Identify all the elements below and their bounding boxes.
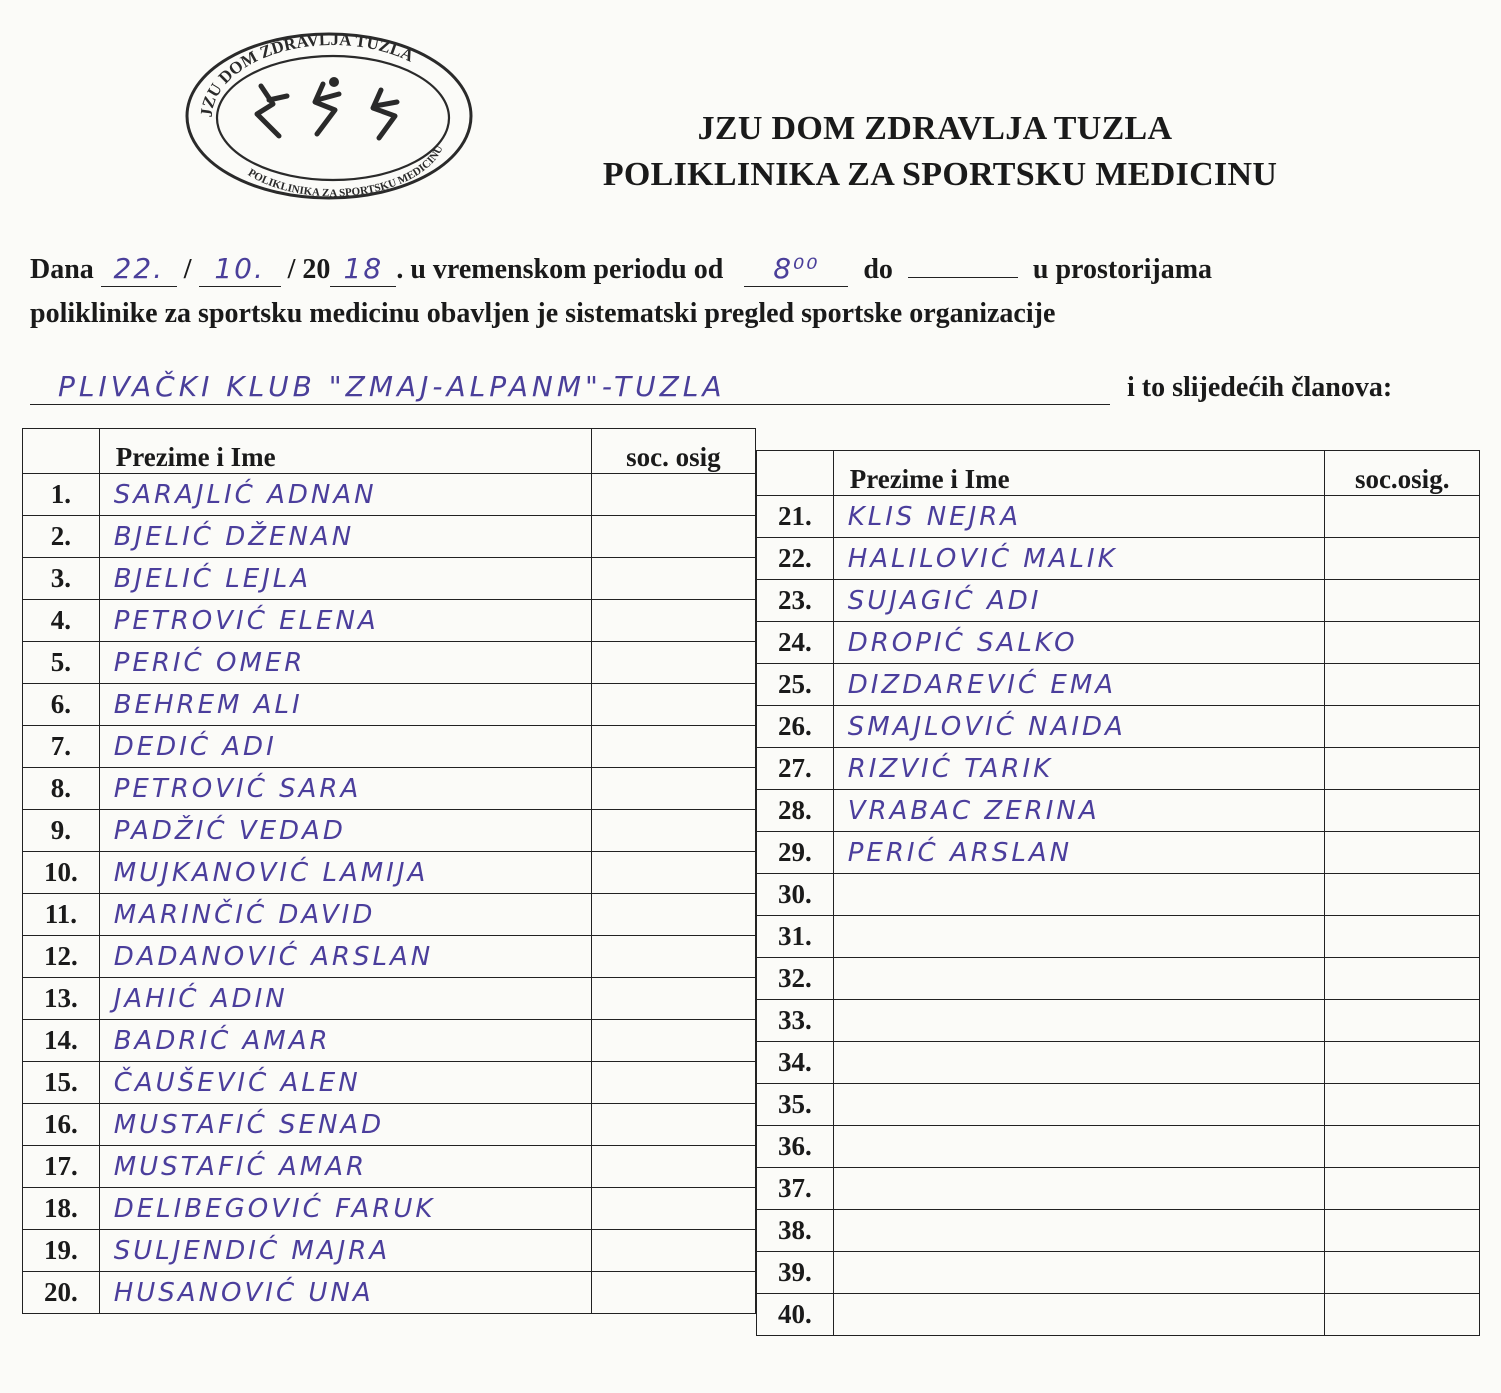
- member-name: BADRIĆ AMAR: [99, 1020, 591, 1062]
- soc-osig-cell: [591, 684, 755, 726]
- table-row: [23, 642, 756, 684]
- row-number: 24.: [757, 622, 834, 664]
- row-number: 13.: [23, 978, 100, 1020]
- member-name: MARINČIĆ DAVID: [99, 894, 591, 936]
- to-label: do: [863, 254, 893, 285]
- soc-osig-cell: [1325, 874, 1480, 916]
- soc-osig-cell: [591, 1146, 755, 1188]
- soc-osig-cell: [591, 852, 755, 894]
- table-row: [23, 474, 756, 516]
- row-number: 40.: [757, 1294, 834, 1336]
- table-row: [23, 726, 756, 768]
- soc-osig-cell: [591, 768, 755, 810]
- row-number: 8.: [23, 768, 100, 810]
- member-name: [833, 874, 1325, 916]
- soc-osig-cell: [591, 1188, 755, 1230]
- row-number: 33.: [757, 1000, 834, 1042]
- document-header: [440, 106, 1440, 198]
- table-row: [757, 706, 1480, 748]
- member-name: DELIBEGOVIĆ FARUK: [99, 1188, 591, 1230]
- table-row: [23, 1104, 756, 1146]
- row-number: 19.: [23, 1230, 100, 1272]
- member-name: DADANOVIĆ ARSLAN: [99, 936, 591, 978]
- soc-osig-cell: [1325, 1000, 1480, 1042]
- member-name: SULJENDIĆ MAJRA: [99, 1230, 591, 1272]
- num-header-cell: [757, 451, 834, 496]
- member-name: [833, 958, 1325, 1000]
- date-separator: /: [183, 254, 192, 285]
- period-label: . u vremenskom periodu od: [396, 254, 724, 285]
- soc-osig-cell: [591, 894, 755, 936]
- row-number: 10.: [23, 852, 100, 894]
- table-header-row: [23, 429, 756, 474]
- year-prefix: / 20: [287, 254, 331, 285]
- row-number: 4.: [23, 600, 100, 642]
- row-number: 3.: [23, 558, 100, 600]
- member-name: DEDIĆ ADI: [99, 726, 591, 768]
- premises-label: u prostorijama: [1032, 254, 1213, 285]
- soc-osig-cell: [591, 810, 755, 852]
- day-field: 22.: [113, 252, 165, 285]
- member-name: MUSTAFIĆ SENAD: [99, 1104, 591, 1146]
- soc-osig-cell: [591, 642, 755, 684]
- member-name: [833, 1294, 1325, 1336]
- row-number: 16.: [23, 1104, 100, 1146]
- table-row: [757, 958, 1480, 1000]
- member-name: PADŽIĆ VEDAD: [99, 810, 591, 852]
- member-name: [833, 1210, 1325, 1252]
- row-number: 22.: [757, 538, 834, 580]
- member-name: JAHIĆ ADIN: [99, 978, 591, 1020]
- soc-column-header: soc. osig: [591, 429, 755, 474]
- year-field: 18: [343, 252, 384, 285]
- row-number: 11.: [23, 894, 100, 936]
- soc-osig-cell: [1325, 580, 1480, 622]
- table-row: [757, 1168, 1480, 1210]
- table-row: [23, 1230, 756, 1272]
- soc-osig-cell: [1325, 790, 1480, 832]
- member-name: [833, 1000, 1325, 1042]
- member-name: DROPIĆ SALKO: [833, 622, 1325, 664]
- table-row: [757, 1126, 1480, 1168]
- soc-osig-cell: [591, 726, 755, 768]
- row-number: 14.: [23, 1020, 100, 1062]
- table-row: [23, 894, 756, 936]
- intro-line-3: [30, 370, 1392, 405]
- soc-osig-cell: [1325, 1042, 1480, 1084]
- soc-osig-cell: [1325, 1294, 1480, 1336]
- table-row: [23, 852, 756, 894]
- row-number: 9.: [23, 810, 100, 852]
- member-name: SUJAGIĆ ADI: [833, 580, 1325, 622]
- name-column-header: Prezime i Ime: [99, 429, 591, 474]
- header-line-1: JZU DOM ZDRAVLJA TUZLA: [697, 110, 1173, 147]
- row-number: 25.: [757, 664, 834, 706]
- table-row: [23, 600, 756, 642]
- soc-osig-cell: [591, 1272, 755, 1314]
- soc-osig-cell: [591, 1020, 755, 1062]
- table-row: [757, 622, 1480, 664]
- soc-osig-cell: [1325, 622, 1480, 664]
- row-number: 29.: [757, 832, 834, 874]
- soc-osig-cell: [591, 936, 755, 978]
- table-row: [757, 1210, 1480, 1252]
- table-row: [757, 748, 1480, 790]
- member-name: PETROVIĆ SARA: [99, 768, 591, 810]
- svg-text:JZU DOM ZDRAVLJA TUZLA: JZU DOM ZDRAVLJA TUZLA: [196, 30, 417, 119]
- member-name: [833, 1168, 1325, 1210]
- table-row: [757, 832, 1480, 874]
- soc-osig-cell: [591, 1230, 755, 1272]
- row-number: 27.: [757, 748, 834, 790]
- table-row: [757, 916, 1480, 958]
- row-number: 32.: [757, 958, 834, 1000]
- row-number: 37.: [757, 1168, 834, 1210]
- table-row: [757, 874, 1480, 916]
- member-name: HALILOVIĆ MALIK: [833, 538, 1325, 580]
- members-table-right: [756, 450, 1480, 1336]
- name-column-header: Prezime i Ime: [833, 451, 1325, 496]
- header-line-2: POLIKLINIKA ZA SPORTSKU MEDICINU: [602, 156, 1278, 193]
- member-name: [833, 916, 1325, 958]
- row-number: 5.: [23, 642, 100, 684]
- soc-osig-cell: [591, 1062, 755, 1104]
- table-row: [757, 496, 1480, 538]
- table-row: [23, 978, 756, 1020]
- soc-osig-cell: [1325, 664, 1480, 706]
- table-row: [23, 1062, 756, 1104]
- table-row: [23, 1146, 756, 1188]
- member-name: KLIS NEJRA: [833, 496, 1325, 538]
- table-row: [23, 558, 756, 600]
- table-row: [23, 1272, 756, 1314]
- svg-text:POLIKLINIKA ZA SPORTSKU MEDICI: POLIKLINIKA ZA SPORTSKU MEDICINU: [245, 143, 446, 200]
- member-name: VRABAC ZERINA: [833, 790, 1325, 832]
- table-row: [23, 936, 756, 978]
- soc-osig-cell: [591, 978, 755, 1020]
- row-number: 7.: [23, 726, 100, 768]
- from-time-field: 8⁰⁰: [773, 252, 820, 285]
- row-number: 38.: [757, 1210, 834, 1252]
- row-number: 30.: [757, 874, 834, 916]
- table-row: [757, 1084, 1480, 1126]
- table-row: [757, 538, 1480, 580]
- member-name: [833, 1084, 1325, 1126]
- member-name: [833, 1126, 1325, 1168]
- month-field: 10.: [214, 252, 265, 285]
- soc-osig-cell: [591, 600, 755, 642]
- soc-osig-cell: [591, 516, 755, 558]
- row-number: 35.: [757, 1084, 834, 1126]
- soc-osig-cell: [1325, 538, 1480, 580]
- table-row: [23, 684, 756, 726]
- table-row: [757, 1294, 1480, 1336]
- members-table-left: [22, 428, 756, 1314]
- member-name: ČAUŠEVIĆ ALEN: [99, 1062, 591, 1104]
- row-number: 23.: [757, 580, 834, 622]
- row-number: 26.: [757, 706, 834, 748]
- soc-osig-cell: [591, 474, 755, 516]
- row-number: 34.: [757, 1042, 834, 1084]
- soc-osig-cell: [1325, 916, 1480, 958]
- row-number: 21.: [757, 496, 834, 538]
- table-row: [757, 664, 1480, 706]
- soc-osig-cell: [1325, 1168, 1480, 1210]
- row-number: 18.: [23, 1188, 100, 1230]
- row-number: 1.: [23, 474, 100, 516]
- member-name: MUSTAFIĆ AMAR: [99, 1146, 591, 1188]
- member-name: DIZDAREVIĆ EMA: [833, 664, 1325, 706]
- table-row: [23, 810, 756, 852]
- row-number: 31.: [757, 916, 834, 958]
- row-number: 20.: [23, 1272, 100, 1314]
- soc-osig-cell: [1325, 748, 1480, 790]
- soc-osig-cell: [1325, 1252, 1480, 1294]
- member-name: BJELIĆ LEJLA: [99, 558, 591, 600]
- row-number: 12.: [23, 936, 100, 978]
- table-row: [23, 1188, 756, 1230]
- member-name: [833, 1252, 1325, 1294]
- member-name: PERIĆ OMER: [99, 642, 591, 684]
- row-number: 2.: [23, 516, 100, 558]
- organization-field: PLIVAČKI KLUB "ZMAJ-ALPANM"-TUZLA: [58, 370, 726, 403]
- row-number: 15.: [23, 1062, 100, 1104]
- soc-osig-cell: [1325, 832, 1480, 874]
- soc-osig-cell: [1325, 1084, 1480, 1126]
- dana-label: Dana: [30, 254, 94, 285]
- soc-osig-cell: [1325, 958, 1480, 1000]
- member-name: HUSANOVIĆ UNA: [99, 1272, 591, 1314]
- row-number: 6.: [23, 684, 100, 726]
- soc-osig-cell: [1325, 706, 1480, 748]
- table-row: [757, 1000, 1480, 1042]
- soc-osig-cell: [591, 1104, 755, 1146]
- table-row: [757, 790, 1480, 832]
- member-name: SMAJLOVIĆ NAIDA: [833, 706, 1325, 748]
- member-name: PETROVIĆ ELENA: [99, 600, 591, 642]
- soc-osig-cell: [591, 558, 755, 600]
- member-name: MUJKANOVIĆ LAMIJA: [99, 852, 591, 894]
- row-number: 39.: [757, 1252, 834, 1294]
- member-name: RIZVIĆ TARIK: [833, 748, 1325, 790]
- member-name: SARAJLIĆ ADNAN: [99, 474, 591, 516]
- row-number: 36.: [757, 1126, 834, 1168]
- row-number: 17.: [23, 1146, 100, 1188]
- row-number: 28.: [757, 790, 834, 832]
- members-label: i to slijedećih članova:: [1127, 372, 1393, 403]
- table-row: [23, 768, 756, 810]
- member-name: [833, 1042, 1325, 1084]
- table-row: [757, 580, 1480, 622]
- soc-osig-cell: [1325, 1210, 1480, 1252]
- soc-osig-cell: [1325, 1126, 1480, 1168]
- member-name: PERIĆ ARSLAN: [833, 832, 1325, 874]
- table-row: [23, 516, 756, 558]
- table-row: [757, 1042, 1480, 1084]
- member-name: BJELIĆ DŽENAN: [99, 516, 591, 558]
- soc-column-header: soc.osig.: [1325, 451, 1480, 496]
- intro-line-1: [30, 252, 1212, 287]
- table-header-row: [757, 451, 1480, 496]
- member-name: BEHREM ALI: [99, 684, 591, 726]
- intro-line-2: poliklinike za sportsku medicinu obavljen je sistematski pregled sportske organizacije: [30, 298, 1056, 329]
- soc-osig-cell: [1325, 496, 1480, 538]
- num-header-cell: [23, 429, 100, 474]
- table-row: [23, 1020, 756, 1062]
- table-row: [757, 1252, 1480, 1294]
